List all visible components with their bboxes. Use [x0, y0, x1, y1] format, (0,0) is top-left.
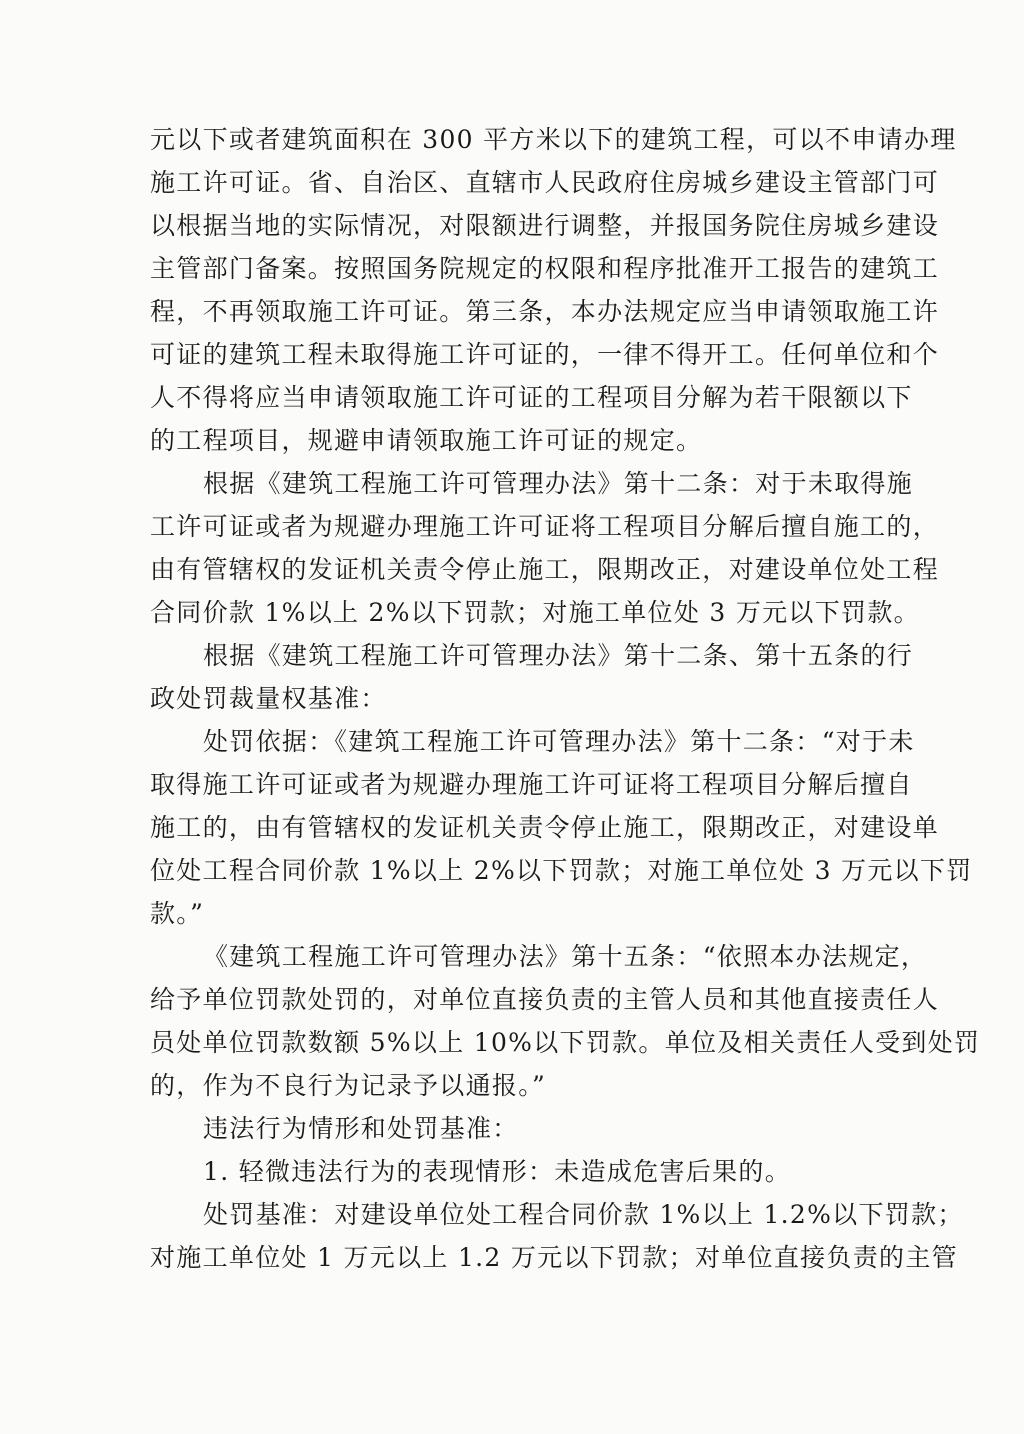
- paragraph-start-line: 《建筑工程施工许可管理办法》第十五条：“依照本办法规定，: [203, 942, 928, 971]
- paragraph-start-line: 处罚依据：《建筑工程施工许可管理办法》第十二条：“对于未: [203, 727, 915, 756]
- text-line: 以根据当地的实际情况，对限额进行调整，并报国务院住房城乡建设: [150, 211, 940, 240]
- text-line: 元以下或者建筑面积在 300 平方米以下的建筑工程，可以不申请办理: [150, 125, 957, 154]
- text-line: 人不得将应当申请领取施工许可证的工程项目分解为若干限额以下: [150, 383, 913, 412]
- text-line: 位处工程合同价款 1%以上 2%以下罚款；对施工单位处 3 万元以下罚: [150, 856, 973, 885]
- text-line: 取得施工许可证或者为规避办理施工许可证将工程项目分解后擅自: [150, 770, 913, 799]
- text-line: 给予单位罚款处罚的，对单位直接负责的主管人员和其他直接责任人: [150, 985, 940, 1014]
- text-line: 的工程项目，规避申请领取施工许可证的规定。: [150, 426, 703, 455]
- paragraph-start-line: 1. 轻微违法行为的表现情形：未造成危害后果的。: [203, 1157, 792, 1186]
- text-line: 施工的，由有管辖权的发证机关责令停止施工，限期改正，对建设单: [150, 813, 940, 842]
- paragraph-start-line: 根据《建筑工程施工许可管理办法》第十二条：对于未取得施: [203, 469, 914, 498]
- text-line: 由有管辖权的发证机关责令停止施工，限期改正，对建设单位处工程: [150, 555, 940, 584]
- text-line: 员处单位罚款数额 5%以上 10%以下罚款。单位及相关责任人受到处罚: [150, 1028, 981, 1057]
- paragraph-start-line: 处罚基准：对建设单位处工程合同价款 1%以上 1.2%以下罚款；: [203, 1200, 964, 1229]
- paragraph-start-line: 违法行为情形和处罚基准：: [203, 1114, 519, 1143]
- text-line: 款。”: [150, 899, 205, 928]
- text-line: 主管部门备案。按照国务院规定的权限和程序批准开工报告的建筑工: [150, 254, 940, 283]
- text-line: 施工许可证。省、自治区、直辖市人民政府住房城乡建设主管部门可: [150, 168, 940, 197]
- document-body: [150, 118, 981, 1279]
- text-line: 可证的建筑工程未取得施工许可证的，一律不得开工。任何单位和个: [150, 340, 940, 369]
- text-line: 合同价款 1%以上 2%以下罚款；对施工单位处 3 万元以下罚款。: [150, 598, 920, 627]
- text-line: 工许可证或者为规避办理施工许可证将工程项目分解后擅自施工的，: [150, 512, 940, 541]
- text-line: 政处罚裁量权基准：: [150, 684, 387, 713]
- paragraph-start-line: 根据《建筑工程施工许可管理办法》第十二条、第十五条的行: [203, 641, 914, 670]
- text-line: 程，不再领取施工许可证。第三条，本办法规定应当申请领取施工许: [150, 297, 940, 326]
- text-line: 的，作为不良行为记录予以通报。”: [150, 1071, 547, 1100]
- text-line: 对施工单位处 1 万元以上 1.2 万元以下罚款；对单位直接负责的主管: [150, 1243, 958, 1272]
